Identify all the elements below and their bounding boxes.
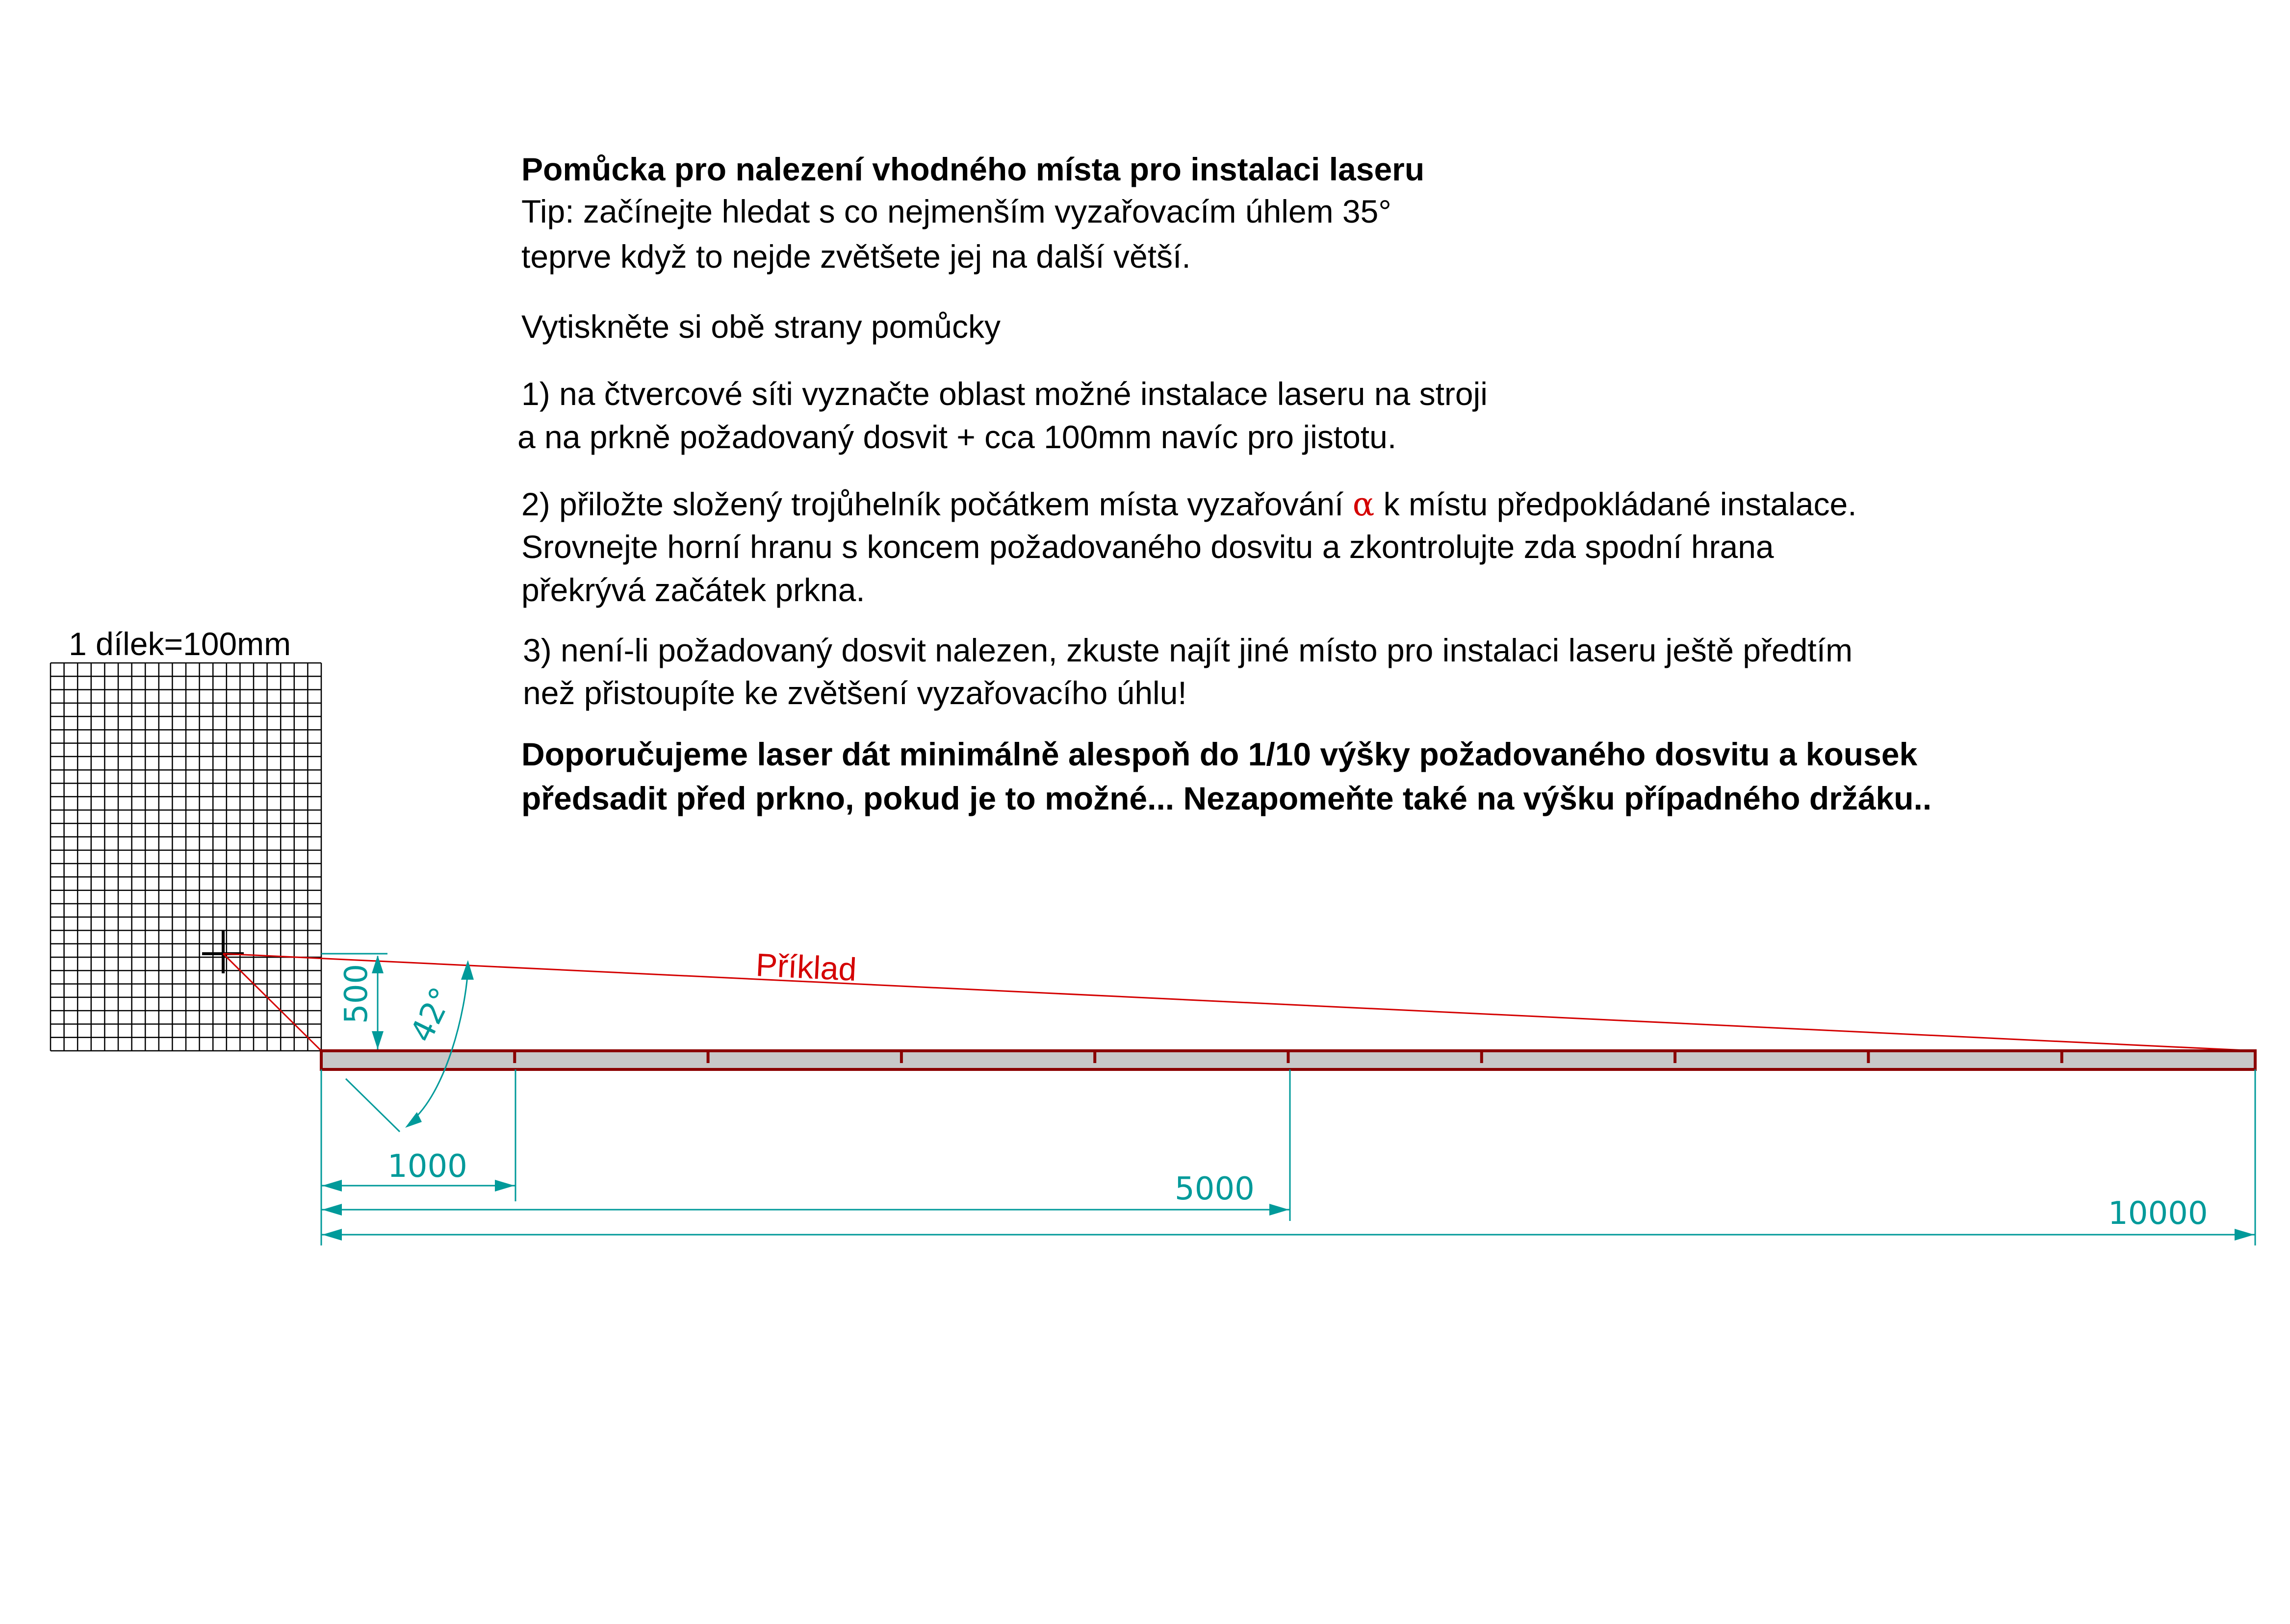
recommendation-line-2: předsadit před prkno, pokud je to možné... Nezapomeňte také na výšku případného držáku.. xyxy=(521,780,1932,816)
step-1-line-1: 1) na čtvercové síti vyznačte oblast možné instalace laseru na stroji xyxy=(521,376,1488,412)
step-2-text-b: k místu předpokládané instalace. xyxy=(1374,486,1857,522)
dimension-lines xyxy=(321,954,2255,1245)
page-title: Pomůcka pro nalezení vhodného místa pro instalaci laseru xyxy=(521,151,1425,187)
dimension-10000-label: 10000 xyxy=(2108,1195,2208,1232)
step-3-line-2: než přistoupíte ke zvětšení vyzařovacího úhlu! xyxy=(523,675,1187,711)
tip-line-1: Tip: začínejte hledat s co nejmenším vyzařovacím úhlem 35° xyxy=(521,193,1391,229)
step-2-line-2: Srovnejte horní hranu s koncem požadovaného dosvitu a zkontrolujte zda spodní hrana xyxy=(521,529,1774,565)
board xyxy=(321,1051,2255,1069)
upper-beam xyxy=(223,954,2255,1051)
height-dimension-label: 500 xyxy=(338,964,375,1024)
example-label: Příklad xyxy=(755,946,858,988)
step-1-line-2: a na prkně požadovaný dosvit + cca 100mm navíc pro jistotu. xyxy=(517,419,1397,455)
lower-beam xyxy=(223,954,321,1051)
dimension-1000-label: 1000 xyxy=(387,1148,467,1185)
step-3-line-1: 3) není-li požadovaný dosvit nalezen, zkuste najít jiné místo pro instalaci laseru ještě předtím xyxy=(523,632,1853,668)
alpha-symbol: α xyxy=(1352,485,1375,523)
step-2-text-a: 2) přiložte složený trojůhelník počátkem místa vyzařování xyxy=(521,486,1353,522)
example-laser-beams xyxy=(223,954,2255,1051)
dimension-arrowheads xyxy=(322,955,2254,1241)
step-2-line-3: překrývá začátek prkna. xyxy=(521,572,865,608)
angle-dimension-label: 42° xyxy=(403,982,461,1048)
grid-scale-label: 1 dílek=100mm xyxy=(69,626,291,662)
print-note: Vytiskněte si obě strany pomůcky xyxy=(521,308,1001,345)
tip-line-2: teprve když to nejde zvětšete jej na další větší. xyxy=(521,238,1191,275)
recommendation-line-1: Doporučujeme laser dát minimálně alespoň do 1/10 výšky požadovaného dosvitu a kousek xyxy=(521,736,1918,772)
square-grid xyxy=(51,663,321,1051)
dimension-5000-label: 5000 xyxy=(1175,1171,1255,1207)
